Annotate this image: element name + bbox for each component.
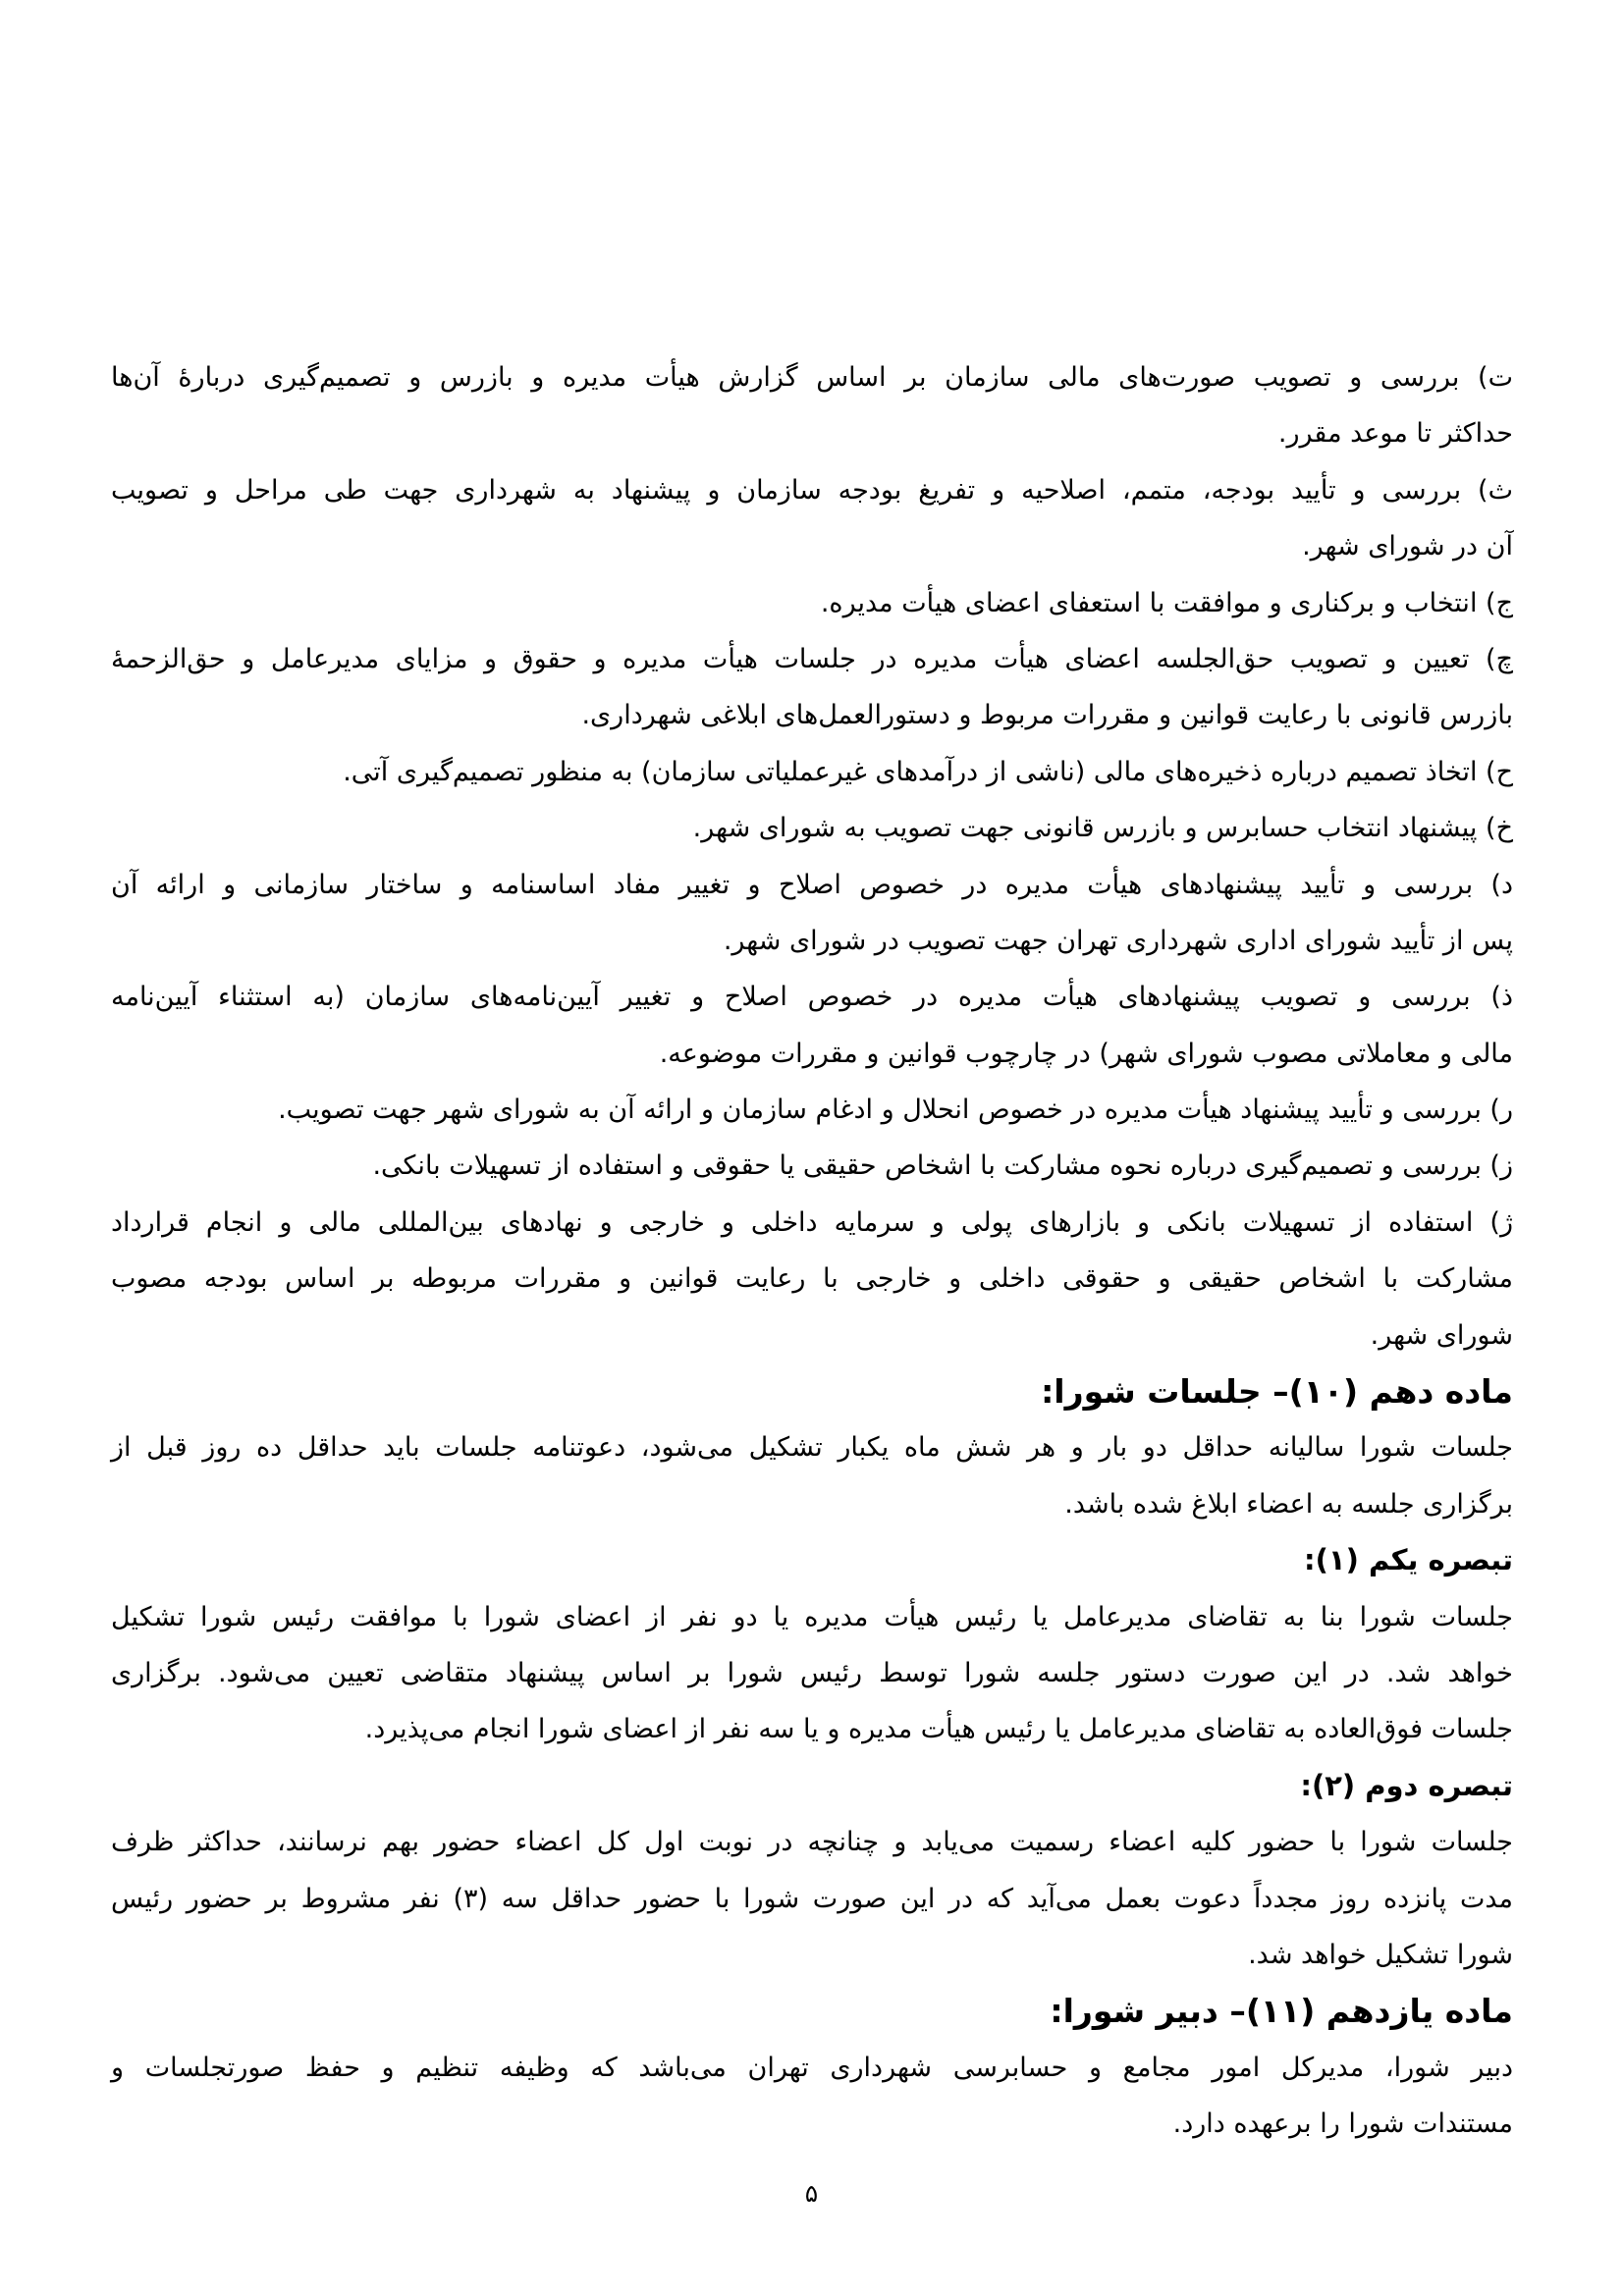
text-line: شورای شهر.	[1370, 1319, 1513, 1351]
text-line: خ) پیشنهاد انتخاب حسابرس و بازرس قانونی جهت تصویب به شورای شهر.	[692, 813, 1513, 844]
text-line: بازرس قانونی با رعایت قوانین و مقررات مربوط و دستورالعمل‌های ابلاغی شهرداری.	[581, 700, 1513, 731]
text-line: مالی و معاملاتی مصوب شورای شهر) در چارچوب قوانین و مقررات موضوعه.	[659, 1038, 1513, 1069]
text-line: جلسات شورا سالیانه حداقل دو بار و هر شش ماه یکبار تشکیل می‌شود، دعوتنامه جلسات باید حداقل ده روز قبل از	[111, 1432, 1513, 1464]
text-line: ث) بررسی و تأیید بودجه، متمم، اصلاحیه و تفریغ بودجه سازمان و پیشنهاد به شهرداری جهت طی مراحل و تصویب	[111, 474, 1513, 506]
text-line: دبیر شورا، مدیرکل امور مجامع و حسابرسی شهرداری تهران می‌باشد که وظیفه تنظیم و حفظ صورتجلسات و	[111, 2052, 1513, 2083]
text-line: جلسات شورا با حضور کلیه اعضاء رسمیت می‌یابد و چنانچه در نوبت اول کل اعضاء حضور بهم نرسانند، حداکثر ظرف	[111, 1827, 1513, 1858]
text-line: مستندات شورا را برعهده دارد.	[1172, 2109, 1513, 2140]
section-heading: ماده دهم (۱۰)– جلسات شورا:	[1041, 1372, 1513, 1412]
page-number: ۵	[804, 2179, 819, 2208]
text-line: جلسات فوق‌العاده به تقاضای مدیرعامل یا رئیس هیأت مدیره و یا سه نفر از اعضای شورا انجام می‌پذیرد.	[364, 1714, 1513, 1745]
text-line: حداکثر تا موعد مقرر.	[1277, 418, 1513, 450]
text-line: جلسات شورا بنا به تقاضای مدیرعامل یا رئیس هیأت مدیره یا دو نفر از اعضای شورا با موافقت رئیس شورا تشکیل	[111, 1601, 1513, 1632]
text-line: برگزاری جلسه به اعضاء ابلاغ شده باشد.	[1064, 1488, 1513, 1520]
section-heading: تبصره دوم (۲):	[1300, 1768, 1513, 1802]
text-line: ح) اتخاذ تصمیم درباره ذخیره‌های مالی (ناشی از درآمدهای غیرعملیاتی سازمان) به منظور تصمیم‌گیری آتی.	[343, 756, 1513, 787]
text-line: خواهد شد. در این صورت دستور جلسه شورا توسط رئیس شورا بر اساس پیشنهاد متقاضی تعیین می‌شود. برگزاری	[111, 1657, 1513, 1688]
document-body	[111, 349, 1513, 2153]
text-line: ژ) استفاده از تسهیلات بانکی و بازارهای پولی و سرمایه داخلی و خارجی و نهادهای بین‌المللی مالی و انجام قرارداد	[111, 1206, 1513, 1238]
text-line: مدت پانزده روز مجدداً دعوت بعمل می‌آید که در این صورت شورا با حضور حداقل سه (۳) نفر مشروط بر حضور رئیس	[111, 1883, 1513, 1914]
text-line: چ) تعیین و تصویب حق‌الجلسه اعضای هیأت مدیره در جلسات هیأت مدیره و حقوق و مزایای مدیرعامل و حق‌الزحمهٔ	[111, 643, 1513, 674]
text-line: شورا تشکیل خواهد شد.	[1248, 1939, 1513, 1970]
text-line: ر) بررسی و تأیید پیشنهاد هیأت مدیره در خصوص انحلال و ادغام سازمان و ارائه آن به شورای شهر جهت تصویب.	[278, 1095, 1513, 1126]
text-line: د) بررسی و تأیید پیشنهادهای هیأت مدیره در خصوص اصلاح و تغییر مفاد اساسنامه و ساختار سازمانی و ارائه آن	[111, 869, 1513, 900]
text-line: پس از تأیید شورای اداری شهرداری تهران جهت تصویب در شورای شهر.	[723, 925, 1513, 956]
text-line: مشارکت با اشخاص حقیقی و حقوقی داخلی و خارجی با رعایت قوانین و مقررات مربوطه بر اساس بودجه مصوب	[111, 1263, 1513, 1295]
text-line: ز) بررسی و تصمیم‌گیری درباره نحوه مشارکت با اشخاص حقیقی یا حقوقی و استفاده از تسهیلات بانکی.	[372, 1150, 1513, 1182]
section-heading: تبصره یکم (۱):	[1304, 1543, 1513, 1577]
text-line: ت) بررسی و تصویب صورت‌های مالی سازمان بر اساس گزارش هیأت مدیره و بازرس و تصمیم‌گیری دربارهٔ آن‌ها	[111, 362, 1513, 393]
section-heading: ماده یازدهم (۱۱)– دبیر شورا:	[1050, 1992, 1513, 2031]
text-line: آن در شورای شهر.	[1302, 531, 1513, 562]
text-line: ذ) بررسی و تصویب پیشنهادهای هیأت مدیره در خصوص اصلاح و تغییر آیین‌نامه‌های سازمان (به استثناء آیین‌نامه	[111, 982, 1513, 1013]
text-line: ج) انتخاب و برکناری و موافقت با استعفای اعضای هیأت مدیره.	[820, 587, 1513, 618]
